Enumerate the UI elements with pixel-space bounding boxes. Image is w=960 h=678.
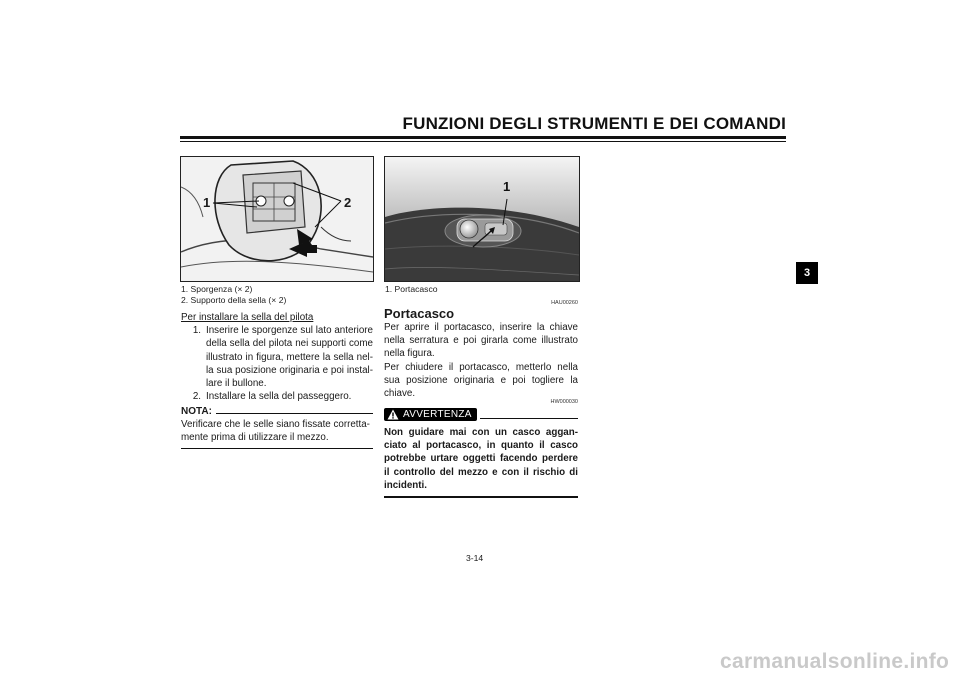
helmet-holder-figure xyxy=(384,156,580,282)
step-number: 2. xyxy=(192,391,201,403)
step-item xyxy=(181,324,373,390)
callout-1: 1 xyxy=(203,195,211,210)
seat-installation-figure xyxy=(180,156,374,282)
note-box xyxy=(181,406,373,449)
note-bottom-rule xyxy=(181,448,373,449)
caption-item: 1. Sporgenza (× 2) xyxy=(181,284,253,294)
step-text: Installare la sella del passeggero. xyxy=(206,391,352,403)
warning-text: Non guidare mai con un casco aggan-ciato al portacasco, in quanto il casco potrebbe urtare oggetti facendo perdere il controllo del mezzo e con il rischio di incidenti. xyxy=(384,427,578,491)
title-rule xyxy=(180,136,786,139)
note-label: NOTA: xyxy=(181,406,212,417)
step-text: Inserire le sporgenze sul lato anteriore della sella del pilota nei supporti come illustrato in figura, mettere la sella nel-la sua posizione originaria e poi instal-lare il bullone. xyxy=(206,325,373,390)
reference-code: HAU00260 xyxy=(551,300,578,306)
warning-triangle-icon xyxy=(387,409,399,420)
title-rule-thin xyxy=(180,141,786,142)
note-rule xyxy=(216,413,373,414)
warning-bottom-rule xyxy=(384,496,578,498)
warning-badge xyxy=(384,408,477,421)
callout-2: 2 xyxy=(344,195,352,210)
seat-illustration xyxy=(181,157,373,281)
chapter-tab: 3 xyxy=(796,262,818,284)
seat-instructions xyxy=(181,311,373,403)
page-title: FUNZIONI DEGLI STRUMENTI E DEI COMANDI xyxy=(402,114,786,133)
caption-item: 2. Supporto della sella (× 2) xyxy=(181,295,287,305)
helmet-holder-photo xyxy=(385,157,579,281)
paragraph: Per aprire il portacasco, inserire la chiave nella serratura e poi girarla come illustrato nella figura. xyxy=(384,322,578,360)
step-item xyxy=(181,390,373,403)
callout-1: 1 xyxy=(503,179,511,194)
warning-code: HW000030 xyxy=(550,399,578,405)
note-text: Verificare che le selle siano fissate corretta-mente prima di utilizzare il mezzo. xyxy=(181,419,370,444)
page-number: 3-14 xyxy=(466,553,484,563)
helmet-holder-text xyxy=(384,321,578,400)
caption-list xyxy=(181,284,371,306)
warning-label: AVVERTENZA xyxy=(403,409,472,420)
watermark: carmanualsonline.info xyxy=(720,650,950,673)
subheading: Per installare la sella del pilota xyxy=(181,312,314,323)
section-heading: Portacasco xyxy=(384,306,455,321)
warning-rule xyxy=(480,418,578,419)
warning-box xyxy=(384,408,578,498)
caption-item: 1. Portacasco xyxy=(385,284,438,294)
paragraph: Per chiudere il portacasco, metterlo nella sua posizione originaria e poi togliere la chiave. xyxy=(384,361,578,400)
step-number: 1. xyxy=(192,325,201,337)
